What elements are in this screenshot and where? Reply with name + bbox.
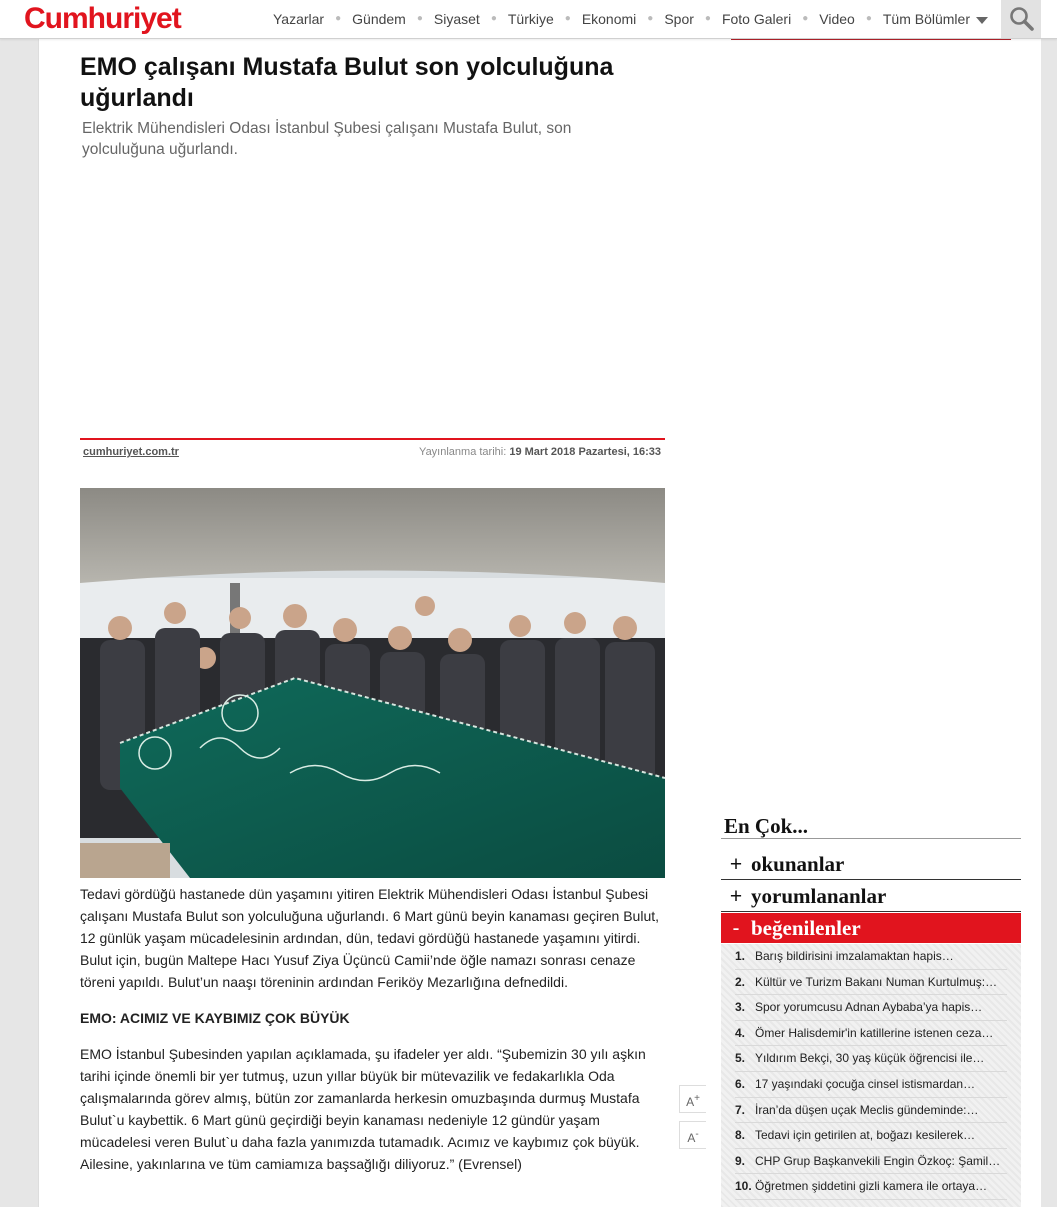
list-item[interactable]	[735, 1098, 1007, 1124]
nav-turkiye[interactable]: Türkiye	[507, 11, 554, 27]
list-item-number: 6.	[735, 1076, 746, 1091]
nav-separator: ●	[335, 13, 342, 24]
nav-separator: ●	[704, 13, 711, 24]
nav-ekonomi[interactable]: Ekonomi	[581, 11, 637, 27]
list-item-text: 17 yaşındaki çocuğa cinsel istismardan…	[755, 1076, 976, 1091]
nav-spor[interactable]: Spor	[664, 11, 694, 27]
expand-plus-icon: +	[729, 885, 743, 908]
article-body	[80, 883, 665, 1189]
nav-separator: ●	[490, 13, 497, 24]
site-header	[0, 0, 1057, 39]
funeral-photo-illustration	[80, 488, 665, 878]
list-item[interactable]	[735, 995, 1007, 1021]
list-item-text: Barış bildirisini imzalamaktan hapis…	[755, 949, 954, 963]
collapse-minus-icon: -	[732, 917, 740, 940]
article-paragraph: EMO İstanbul Şubesinden yapılan açıklamada, şu ifadeler yer aldı. “Şubemizin 30 yılı aşkın tarihi içinde önemli bir yer tutmuş, uzun yıllar büyük bir mütevazilik ve fedakarlıkla Oda çalışmalarında görev almış, bütün zor zamanlarda herkesin omuzbaşında durmuş Mustafa Bulut`u kaybettik. 6 Mart günü geçirdiği beyin kanaması nedeniyle 12 gündür yaşam mücadelesi veren Bulut`u daha fazla yanımızda tutamadık. Acımız ve kaybımız çok büyük. Ailesine, yakınlarına ve tüm camiamıza başsağlığı diliyoruz.” (Evrensel)	[80, 1046, 646, 1172]
nav-tum-bolumler-label: Tüm Bölümler	[882, 11, 970, 27]
list-item[interactable]	[735, 1046, 1007, 1072]
publish-date-label: Yayınlanma tarihi:	[419, 446, 507, 458]
list-item-text: Spor yorumcusu Adnan Aybaba’ya hapis…	[755, 1000, 983, 1015]
font-decrease-button[interactable]	[679, 1121, 707, 1149]
list-item[interactable]	[735, 1072, 1007, 1098]
search-icon	[1009, 6, 1035, 32]
list-item[interactable]	[735, 1149, 1007, 1175]
list-item-text: Ömer Halisdemir'in katillerine istenen ceza…	[755, 1025, 994, 1040]
font-decrease-label: A	[687, 1131, 696, 1145]
list-item[interactable]	[735, 970, 1007, 996]
article-spot: Elektrik Mühendisleri Odası İstanbul Şubesi çalışanı Mustafa Bulut, son yolculuğuna uğurlandı.	[82, 120, 572, 158]
article-container	[38, 38, 708, 1207]
meta-divider	[80, 438, 665, 440]
article-photo	[80, 488, 665, 878]
list-item-number: 7.	[735, 1102, 746, 1117]
list-item-number: 5.	[735, 1051, 746, 1066]
nav-foto-galeri[interactable]: Foto Galeri	[721, 11, 792, 27]
list-item-number: 10.	[735, 1179, 752, 1194]
nav-yazarlar[interactable]: Yazarlar	[273, 11, 325, 27]
list-item-text: Kültür ve Turizm Bakanı Numan Kurtulmuş:…	[755, 974, 998, 989]
search-button[interactable]	[1001, 0, 1041, 38]
list-item[interactable]	[735, 1123, 1007, 1149]
most-liked-list	[721, 944, 1021, 1207]
tab-label: yorumlananlar	[751, 884, 887, 908]
nav-video[interactable]: Video	[819, 11, 855, 27]
list-item-text: Yıldırım Bekçi, 30 yaş küçük öğrencisi ile…	[755, 1051, 985, 1066]
list-item[interactable]	[735, 944, 1007, 970]
publish-date	[419, 446, 661, 458]
most-popular-divider	[721, 838, 1021, 839]
sidebar	[706, 38, 1041, 1207]
site-logo[interactable]: Cumhuriyet	[24, 2, 181, 35]
nav-separator: ●	[647, 13, 654, 24]
list-item-number: 3.	[735, 1000, 746, 1015]
nav-siyaset[interactable]: Siyaset	[433, 11, 480, 27]
main-nav	[262, 0, 999, 38]
tab-label: okunanlar	[751, 852, 845, 876]
list-item-number: 2.	[735, 974, 746, 989]
list-item-text: Tedavi için getirilen at, boğazı kesilerek…	[755, 1128, 976, 1143]
article-paragraph: Tedavi gördüğü hastanede dün yaşamını yitiren Elektrik Mühendisleri Odası İstanbul Şubesi çalışanı Mustafa Bulut son yolculuğuna uğurlandı. 6 Mart günü beyin kanaması geçiren Bulut, 12 günlük yaşam mücadelesinin ardından, dün, tedavi gördüğü hastanede yaşamını yitirdi. Bulut için, bugün Maltepe Hacı Yusuf Ziya Üçüncü Camii’nde öğle namazı sonrası cenaze töreni yapıldı. Bulut’un naaşı töreninin ardından Feriköy Mezarlığına defnedildi.	[80, 886, 660, 990]
list-item-number: 9.	[735, 1153, 746, 1168]
list-item[interactable]	[735, 1174, 1007, 1200]
font-increase-button[interactable]	[679, 1085, 707, 1113]
tab-okunanlar[interactable]	[721, 849, 1021, 880]
list-item-number: 4.	[735, 1025, 746, 1040]
list-item-number: 8.	[735, 1128, 746, 1143]
tab-label: beğenilenler	[751, 916, 861, 940]
nav-separator: ●	[564, 13, 571, 24]
tab-yorumlananlar[interactable]	[721, 881, 1021, 912]
chevron-down-icon	[976, 17, 988, 24]
list-item-text: Öğretmen şiddetini gizli kamera ile ortaya…	[755, 1179, 988, 1194]
nav-gundem[interactable]: Gündem	[352, 11, 406, 27]
publish-date-value: 19 Mart 2018 Pazartesi, 16:33	[509, 446, 661, 458]
font-decrease-minus: -	[695, 1129, 699, 1140]
list-item-text: İran’da düşen uçak Meclis gündeminde:…	[755, 1102, 979, 1117]
list-item[interactable]	[735, 1021, 1007, 1047]
expand-plus-icon: +	[729, 853, 743, 876]
list-item-text: CHP Grup Başkanvekili Engin Özkoç: Şamil…	[755, 1153, 1001, 1168]
nav-separator: ●	[802, 13, 809, 24]
nav-tum-bolumler[interactable]	[872, 0, 999, 38]
tab-begenilenler[interactable]	[721, 913, 1021, 943]
list-item-number: 1.	[735, 949, 746, 963]
article-title: EMO çalışanı Mustafa Bulut son yolculuğuna uğurlandı	[80, 53, 614, 112]
article-subheading: EMO: ACIMIZ VE KAYBIMIZ ÇOK BÜYÜK	[80, 1010, 350, 1026]
article-source-link[interactable]: cumhuriyet.com.tr	[83, 446, 179, 458]
most-popular-title: En Çok...	[724, 814, 809, 838]
nav-separator: ●	[865, 13, 872, 24]
nav-separator: ●	[416, 13, 423, 24]
font-increase-plus: +	[694, 1093, 700, 1104]
font-increase-label: A	[686, 1095, 695, 1109]
